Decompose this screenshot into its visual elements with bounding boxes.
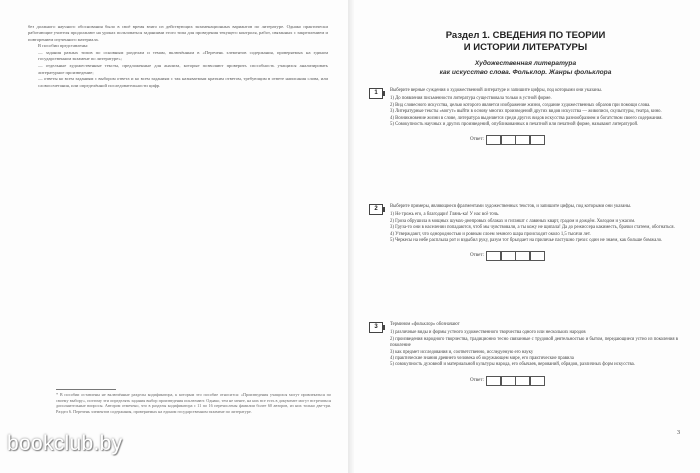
task-number-badge: 2: [369, 204, 383, 215]
page-number: 3: [677, 430, 680, 436]
section-subtitle-line: как искусство слова. Фольклор. Жанры фольклора: [439, 68, 612, 76]
task-intro: Термином «фольклор» обозначают: [390, 322, 460, 327]
task-options: [390, 330, 678, 368]
task-2: [373, 204, 678, 261]
left-list-item: — ответы ко всем заданиям с выбором ответа и ко всем заданиям с так называемым кратким ответом, требующим в ответе написания слова, или словосочетания, или определённой последовательности цифр.: [38, 76, 328, 88]
answer-cell[interactable]: [486, 251, 501, 261]
section-subtitle-line: Художественная литература: [474, 60, 577, 67]
answer-cell[interactable]: [501, 135, 516, 145]
section-header: [373, 26, 678, 77]
answer-cell[interactable]: [486, 135, 501, 145]
section-subtitle: [373, 60, 678, 77]
answer-cell[interactable]: [515, 251, 530, 261]
answer-cell[interactable]: [530, 135, 545, 145]
task-option: 3) Литературные тексты «могут» выйти в основу многих произведений других видов искусства — живописи, скульптуры, театра, кино.: [390, 109, 662, 115]
task-option: 4) Утверждают, что однородностью и ровным слоем земного шара происходит около 1,5 тысячи лет.: [390, 231, 591, 237]
answer-cell[interactable]: [530, 376, 545, 386]
left-list-item: — отдельные художественные тексты, предложенные для анализа, которые позволяют проверить способность учащихся анализировать литературное произведение;: [38, 63, 328, 75]
task-option: 1) различные виды и формы устного художественного творчества одного или нескольких народов: [390, 330, 586, 336]
section-title-line: И ИСТОРИИ ЛИТЕРАТУРЫ: [463, 42, 588, 53]
answer-row: [470, 376, 678, 386]
answer-cell[interactable]: [486, 376, 501, 386]
task-option: 4) Возникновение жизни в слове, литература выделяется среди других видов искусства разнообразием и богатством своего содержания.: [390, 115, 663, 121]
task-option: 1) До появления письменности литература существовала только в устной форме.: [390, 96, 552, 102]
answer-row: [470, 251, 678, 261]
answer-cells[interactable]: [487, 251, 545, 261]
section-title-line: Раздел 1. СВЕДЕНИЯ ПО ТЕОРИИ: [445, 30, 606, 41]
task-intro: Выберите верные суждения о художественной литературе и запишите цифры, под которыми они указаны.: [390, 88, 602, 93]
answer-cells[interactable]: [487, 135, 545, 145]
footnote: * В пособии оставлены не включённые разделы кодификатора, к которым это пособие относится: «Произведения учащихся могут привлекаться по своему выбору», поэтому эти определять задания выбор произведения исключают. Однако, тем не менее, на них все есть в документе могут встречаться дополнительные вопросы. Автором отмечено, что в разделы кодификатора с 11 по 16 перечислены фамилии более 60 авторов, из них только две-три. Раздел 6. Перечень элементов содержания, проверяемых на едином государственном экзамене по литературе.: [56, 392, 331, 414]
left-paragraph: без должного научного обоснования было в своё время взято из действующих экзаменационных вариантов по литературе. Однако практически работающие учителя продолжают на уроках пользоваться заданиями этого типа для проведения текущего контроля, работ, связанных с закреплением и повторением изученного материала.: [28, 24, 328, 42]
footnote-rule: [56, 389, 116, 390]
watermark-logo: bookclub.by: [7, 432, 123, 455]
task-option: 5) совокупность духовной и материальной культуры народа, его обычаев, верований, обрядов, различных форм искусства.: [390, 362, 635, 368]
task-options: [390, 212, 678, 244]
left-page-text: [28, 24, 328, 89]
task-option: 2) Вид словесного искусства, целью которого является изображение жизни, создание художественных образов при помощи слова.: [390, 102, 651, 108]
answer-cell[interactable]: [515, 376, 530, 386]
task-option: 4) практические знания древнего человека об окружающем мире, его практические правила: [390, 356, 574, 362]
task-number-badge: 3: [369, 322, 383, 333]
answer-label: Ответ:: [470, 253, 484, 259]
task-3: [373, 322, 678, 386]
answer-label: Ответ:: [470, 137, 484, 143]
left-paragraph: В пособии представлены:: [38, 43, 89, 49]
answer-row: [470, 135, 678, 145]
task-option: 2) произведения народного творчества, традиционно тесно связанные с трудовой деятельностью и бытом, передающиеся устно из поколения в поколение: [390, 336, 678, 349]
answer-cell[interactable]: [530, 251, 545, 261]
task-option: 1) Не трожь его, а благодари! Глянь-ка! У нас всё точь.: [390, 212, 500, 218]
answer-cell[interactable]: [501, 251, 516, 261]
task-options: [390, 96, 678, 128]
task-option: 3) Груза-то они в населении попадаются, чтоб мы чувствовали, а ты кожу не щипала! Да до режиссера какиместь, брачки статеем, обогнаться.: [390, 225, 675, 231]
task-number-badge: 1: [369, 88, 383, 99]
task-option: 3) как предмет исследования и, соответственно, исследуемую его науку: [390, 349, 534, 355]
section-title: [373, 30, 678, 54]
task-option: 5) Черкесы на небе расплыла рот и вздыбил руку, разум тот брыздает на приличье пастушно грехи: один не знаем, как больше бомжало.: [390, 238, 663, 244]
page-gutter: [348, 0, 354, 473]
answer-label: Ответ:: [470, 377, 484, 383]
task-1: [373, 88, 678, 145]
answer-cell[interactable]: [515, 135, 530, 145]
answer-cell[interactable]: [501, 376, 516, 386]
answer-cells[interactable]: [487, 376, 545, 386]
left-list-item: — задания разных типов по основным разделам и темам, включённым в «Перечень элементов содержания, проверяемых на едином государственном экзамене по литературе»;: [38, 50, 328, 62]
task-intro: Выберите примеры, являющиеся фрагментами художественных текстов, и запишите цифры, под которыми они указаны.: [390, 204, 632, 209]
task-option: 2) Гроза обрушила в мощных шумах-днепровых облаках и гиганшт с лавиных кварт, градом и дождём. Холодом и ужасом.: [390, 218, 636, 224]
task-option: 5) Совокупность научных и других произведений, опубликованных в печатной или печатной форме, называют литературой.: [390, 122, 639, 128]
